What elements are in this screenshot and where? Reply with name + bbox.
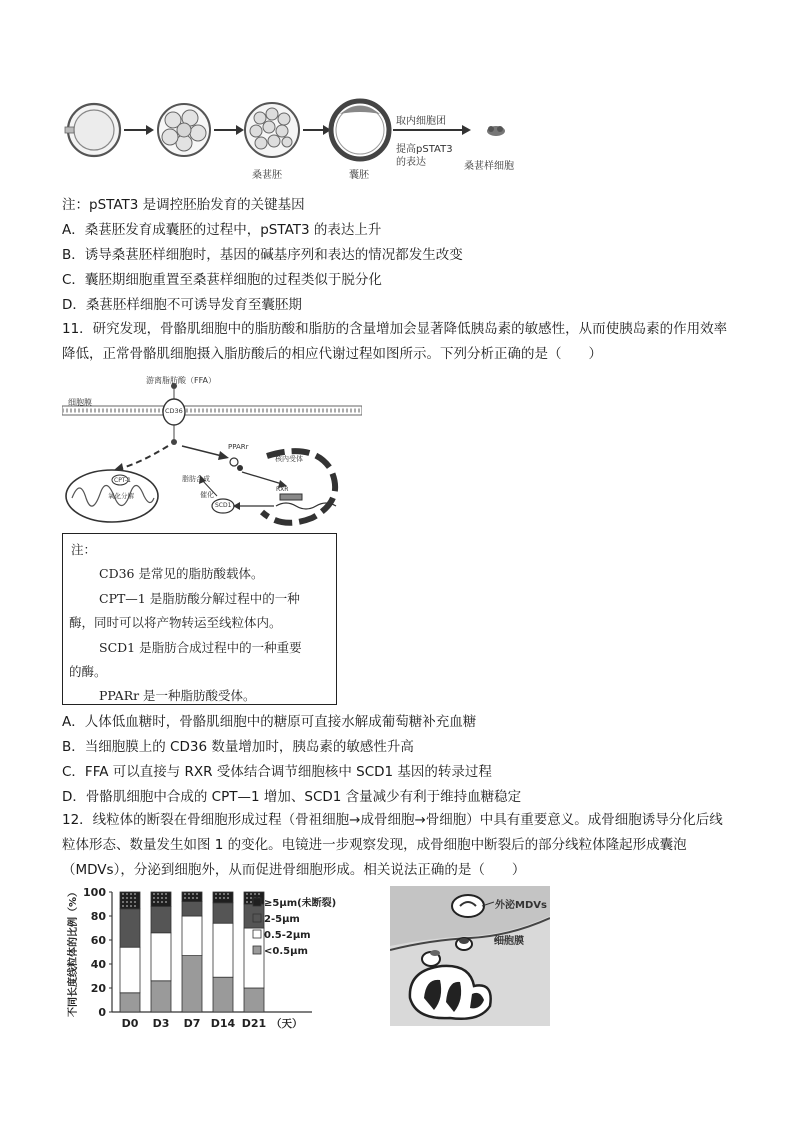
q12-stem: 12．线粒体的断裂在骨细胞形成过程（骨祖细胞→成骨细胞→骨细胞）中具有重要意义。成骨细胞诱导分化后线粒体形态、数量发生如图 1 的变化。电镜进一步观察发现，成骨细胞中断裂后的部分线粒体隆起形成囊泡（MDVs），分泌到细胞外，从而促进骨细胞形成。相关说法正确的是（ ） bbox=[62, 812, 723, 878]
note-line-6: PPARr 是一种脂肪酸受体。 bbox=[99, 688, 256, 703]
y-tick-label: 40 bbox=[90, 958, 106, 971]
fatty-acid-metabolism-figure bbox=[62, 372, 362, 532]
bar-segment bbox=[244, 988, 264, 1012]
bar-segment bbox=[182, 956, 202, 1012]
note-title: 注： bbox=[71, 542, 97, 557]
q10-option-a: A．桑葚胚发育成囊胚的过程中，pSTAT3 的表达上升 bbox=[62, 222, 382, 238]
q11-note-box bbox=[62, 533, 337, 705]
y-tick-label: 100 bbox=[83, 886, 106, 899]
arrow-1 bbox=[124, 125, 154, 135]
note-line-1: CD36 是常见的脂肪酸载体。 bbox=[99, 566, 264, 581]
bar-segment bbox=[151, 981, 171, 1012]
bar-segment bbox=[213, 923, 233, 977]
legend-label: 2-5μm bbox=[264, 914, 300, 925]
label-step-1: 取内细胞团 bbox=[396, 116, 446, 127]
arrow-2 bbox=[214, 125, 244, 135]
embryo-figure bbox=[60, 96, 600, 188]
bar-segment bbox=[120, 909, 140, 947]
morula-drawing bbox=[245, 103, 299, 157]
legend-label: 0.5-2μm bbox=[264, 930, 311, 941]
note-line-2: CPT—1 是脂肪酸分解过程中的一种 bbox=[99, 591, 300, 606]
legend-swatch bbox=[253, 898, 261, 906]
legend-label: <0.5μm bbox=[264, 946, 308, 957]
bar-segment bbox=[151, 933, 171, 981]
y-tick-label: 60 bbox=[90, 934, 106, 947]
note-line-3: 酶，同时可以将产物转运至线粒体内。 bbox=[69, 615, 282, 630]
legend-swatch bbox=[253, 914, 261, 922]
y-tick-label: 20 bbox=[90, 982, 106, 995]
legend-swatch bbox=[253, 946, 261, 954]
y-tick-label: 0 bbox=[98, 1006, 106, 1019]
q11-option-b: B．当细胞膜上的 CD36 数量增加时，胰岛素的敏感性升高 bbox=[62, 739, 414, 755]
bar-segment bbox=[182, 902, 202, 916]
q11-option-c: C．FFA 可以直接与 RXR 受体结合调节细胞核中 SCD1 基因的转录过程 bbox=[62, 764, 492, 780]
x-tick-label: D0 bbox=[121, 1017, 139, 1030]
bar-segment bbox=[213, 977, 233, 1012]
label-rxr: RXR bbox=[276, 486, 289, 493]
y-tick-label: 80 bbox=[90, 910, 106, 923]
q10-option-d: D．桑葚胚样细胞不可诱导发育至囊胚期 bbox=[62, 297, 302, 313]
arrow-3 bbox=[303, 125, 331, 135]
legend-swatch bbox=[253, 930, 261, 938]
label-cell-membrane: 细胞膜 bbox=[68, 398, 92, 407]
x-tick-label: D21 bbox=[241, 1017, 267, 1030]
zygote-drawing bbox=[65, 104, 120, 156]
label-cpt1: CPT-1 bbox=[114, 477, 131, 484]
label-blastocyst: 囊胚 bbox=[349, 170, 369, 181]
q10-option-b: B．诱导桑葚胚样细胞时，基因的碱基序列和表达的情况都发生改变 bbox=[62, 247, 463, 263]
label-exosomal-mdvs: 外泌MDVs bbox=[495, 900, 547, 911]
mitochondria-length-chart bbox=[62, 882, 362, 1030]
y-axis-label: 不同长度线粒体的比例（%） bbox=[68, 886, 79, 1018]
note-line-5: 的酶。 bbox=[69, 664, 107, 679]
bar-segment bbox=[182, 892, 202, 902]
label-fat-synthesis: 脂肪合成 bbox=[182, 475, 210, 483]
label-morula-like: 桑葚样细胞 bbox=[464, 161, 514, 172]
q10-note: 注：pSTAT3 是调控胚胎发育的关键基因 bbox=[62, 197, 305, 213]
label-step-2: 提高pSTAT3 bbox=[396, 144, 453, 155]
label-ffa: 游离脂肪酸（FFA） bbox=[146, 376, 216, 385]
eight-cell-drawing bbox=[158, 104, 210, 156]
x-axis-label: （天） bbox=[271, 1018, 303, 1030]
x-tick-label: D14 bbox=[210, 1017, 236, 1030]
label-oxidation: 氧化分解 bbox=[108, 492, 134, 500]
label-ppar: PPARr bbox=[228, 443, 249, 451]
bar-segment bbox=[213, 903, 233, 923]
bar-segment bbox=[182, 916, 202, 956]
morula-like-cell-drawing bbox=[487, 126, 505, 136]
note-line-4: SCD1 是脂肪合成过程中的一种重要 bbox=[99, 640, 302, 655]
x-tick-label: D7 bbox=[183, 1017, 201, 1030]
q11-option-a: A．人体低血糖时，骨骼肌细胞中的糖原可直接水解成葡萄糖补充血糖 bbox=[62, 714, 477, 730]
label-morula: 桑葚胚 bbox=[252, 170, 282, 181]
q10-option-c: C．囊胚期细胞重置至桑葚样细胞的过程类似于脱分化 bbox=[62, 272, 382, 288]
label-em-cell-membrane: 细胞膜 bbox=[494, 936, 524, 947]
label-scd1: SCD1 bbox=[215, 502, 232, 509]
bar-segment bbox=[151, 906, 171, 932]
bar-segment bbox=[120, 993, 140, 1012]
q11-option-d: D．骨骼肌细胞中合成的 CPT—1 增加、SCD1 含量减少有利于维持血糖稳定 bbox=[62, 789, 522, 805]
label-catalysis: 催化 bbox=[200, 491, 214, 499]
bar-segment bbox=[120, 947, 140, 993]
legend-label: ≥5μm(未断裂) bbox=[264, 898, 337, 909]
q11-stem: 11．研究发现，骨骼肌细胞中的脂肪酸和脂肪的含量增加会显著降低胰岛素的敏感性，从而使胰岛素的作用效率降低，正常骨骼肌细胞摄入脂肪酸后的相应代谢过程如图所示。下列分析正确的是（ ） bbox=[62, 321, 728, 362]
x-tick-label: D3 bbox=[152, 1017, 170, 1030]
blastocyst-drawing bbox=[331, 101, 389, 159]
label-nuclear-receptor: 核内受体 bbox=[275, 455, 303, 463]
cell-membrane-drawing bbox=[62, 406, 362, 415]
label-cd36: CD36 bbox=[165, 407, 183, 415]
label-step-3: 的表达 bbox=[396, 157, 426, 168]
